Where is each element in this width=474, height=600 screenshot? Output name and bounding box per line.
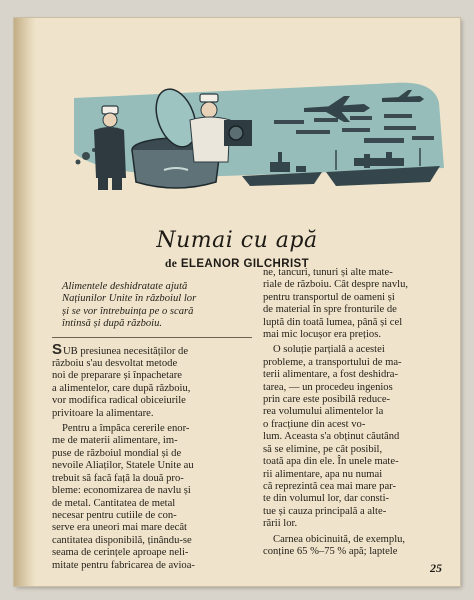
paragraph [263, 344, 463, 530]
dehydration-illustration [64, 58, 454, 208]
text-line: rea volumului alimentelor la [263, 406, 384, 418]
text-line: puse de războiul mondial și de [52, 447, 182, 459]
text-line: seama de cerințele aproape neli- [52, 547, 189, 559]
paragraph [263, 534, 463, 559]
text-line: de material în spre fronturile de [263, 304, 397, 316]
page-number: 25 [430, 561, 442, 575]
text-line: privitoare la alimentare. [52, 407, 154, 419]
text-line: serve era uneori mai mare decât [52, 522, 187, 534]
ink-splatter [82, 152, 90, 160]
text-line: O soluție parțială a acestei [273, 344, 385, 356]
text-line: conține 65 %–75 % apă; laptele [263, 545, 398, 557]
left-column [52, 281, 252, 572]
paragraph-first-line [52, 340, 252, 358]
byline-author: ELEANOR GILCHRIST [180, 258, 310, 270]
text-line: de metal. Cantitatea de metal [52, 497, 176, 509]
intro-line: Alimentele deshidratate ajută [62, 281, 188, 292]
text-line: pentru transportul de oameni și [263, 291, 395, 303]
page-gutter [14, 18, 36, 586]
intro-line: și se vor întrebuința pe o scară [62, 305, 194, 317]
byline-prefix: de [164, 258, 178, 270]
text-line: să se elimine, pe cât posibil, [263, 443, 383, 455]
text-line: prin care este posibilă reduce- [263, 394, 391, 406]
text-line: a alimentelor, care după războiu, [52, 382, 191, 394]
text-line: o fracțiune din acest vo- [263, 418, 366, 430]
text-line: terii alimentare, a fost deshidra- [263, 369, 399, 381]
text-line: rii alimentare, apa nu numai [263, 468, 383, 480]
intro-divider [52, 337, 252, 338]
drop-cap: S [52, 340, 63, 358]
text-line: te din volumul lor, dar consti- [263, 493, 390, 505]
text-line: nevoile Aliaților, Statele Unite au [52, 460, 194, 472]
text-line: vor modifica radical obiceiurile [52, 395, 186, 407]
text-line: lum. Aceasta s'a obținut căutând [263, 431, 400, 443]
text-line: me de materii alimentare, im- [52, 435, 178, 447]
text-line: noi de preparare și înpachetare [52, 370, 182, 382]
text-line: tue și cauza principală a alte- [263, 505, 387, 517]
text-line: probleme, a transportului de ma- [263, 356, 402, 368]
camera-machine-icon [224, 120, 252, 146]
text-line: UB presiunea necesităților de [63, 345, 189, 357]
intro-line: întinsă și după războiu. [62, 318, 163, 330]
text-line: războiu s'au desvoltat metode [52, 358, 178, 370]
paragraph [263, 267, 463, 341]
text-line: tarea, — un procedeu ingenios [263, 381, 393, 393]
text-line: mitate pentru fabricarea de avioa- [52, 559, 195, 571]
text-line: bleme: economizarea de navlu și [52, 485, 191, 497]
text-line: mai mic locușor era prețios. [263, 329, 381, 341]
text-line: trebuit să facă față la două pro- [52, 472, 184, 484]
text-line: toată apa din ele. În unele mate- [263, 456, 399, 468]
text-line: Pentru a împăca cererile enor- [62, 423, 190, 435]
text-line: Carnea obicinuită, de exemplu, [273, 533, 406, 545]
paragraph [52, 423, 252, 572]
paragraph [52, 340, 252, 420]
text-line: luptă din toată lumea, până și cel [263, 316, 403, 328]
intro-line: Națiunilor Unite în războiul lor [62, 293, 197, 305]
text-line: cantitatea disponibilă, ținându-se [52, 534, 192, 546]
text-line: că reprezintă cea mai mare par- [263, 480, 396, 492]
text-line: necesar pentru cutiile de con- [52, 509, 177, 521]
book-page [14, 18, 460, 586]
article-title: Numai cu apă [156, 228, 318, 253]
right-column [263, 267, 463, 558]
text-line: ne, tancuri, tunuri și alte mate- [263, 267, 393, 278]
article-intro [52, 281, 252, 331]
text-line: riale de războiu. Cât despre navlu, [263, 279, 409, 291]
text-line: rării lor. [263, 518, 298, 530]
